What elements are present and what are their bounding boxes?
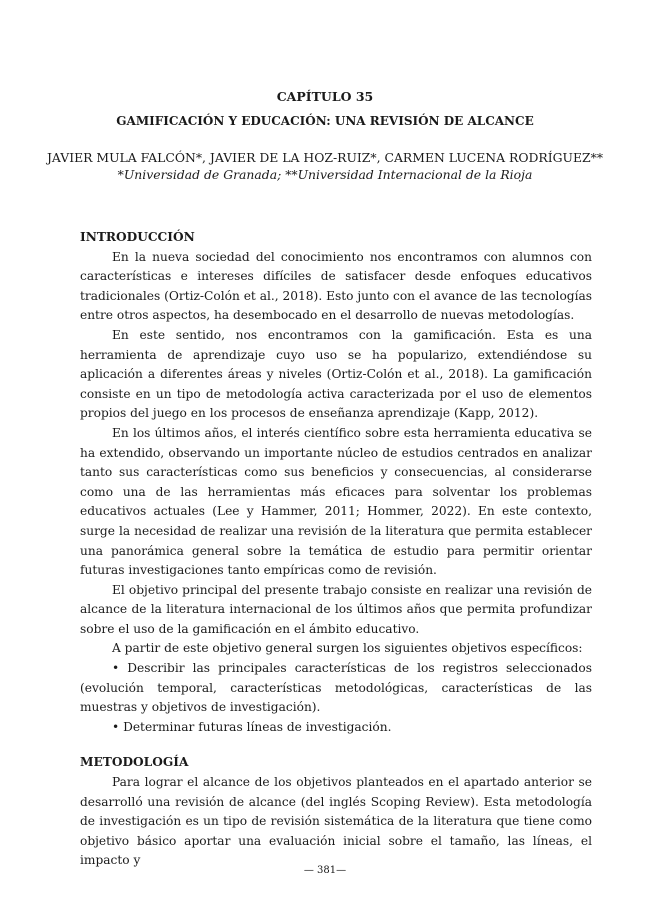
intro-paragraph: En los últimos años, el interés científico sobre esta herramienta educativa se ha extendido, observando un importante núcleo de estudios centrados en analizar tanto sus características como sus beneficios y consecuencias, al considerarse como una de las herramientas más eficaces para solventar los problemas educativos actuales (Lee y Hammer, 2011; Hommer, 2022). En este contexto, surge la necesidad de realizar una revisión de la literatura que permita establecer una panorámica general sobre la temática de estudio para permitir orientar futuras investigaciones tanto empíricas como de revisión. [80,425,592,578]
affiliations: *Universidad de Granada; **Universidad Internacional de la Rioja [117,167,533,182]
page-number: — 381— [303,865,347,876]
section-gap [80,737,592,753]
method-heading: METODOLOGÍA [80,755,189,770]
intro-paragraph: En este sentido, nos encontramos con la gamificación. Esta es una herramienta de aprendizaje cuyo uso se ha popularizo, extendiéndose su aplicación a diferentes áreas y niveles (Ortiz-Colón et al., 2018). La gamificación consiste en un tipo de metodología activa caracterizada por el uso de elementos propios del juego en los procesos de enseñanza aprendizaje (Kapp, 2012). [80,327,592,421]
author-list: JAVIER MULA FALCÓN*, JAVIER DE LA HOZ-RUIZ*, CARMEN LUCENA RODRÍGUEZ** [46,150,604,165]
objective-bullet: • Determinar futuras líneas de investigación. [112,719,392,734]
body-text [80,228,592,871]
chapter-title: GAMIFICACIÓN Y EDUCACIÓN: UNA REVISIÓN DE ALCANCE [116,114,534,128]
intro-paragraph: En la nueva sociedad del conocimiento nos encontramos con alumnos con características e intereses difíciles de satisfacer desde enfoques educativos tradicionales (Ortiz-Colón et al., 2018). Esto junto con el avance de las tecnologías entre otros aspectos, ha desembocado en el desarrollo de nuevas metodologías. [80,249,592,323]
chapter-label: CAPÍTULO 35 [276,89,374,104]
objective-bullet: • Describir las principales características de los registros seleccionados (evolución temporal, características metodológicas, características de las muestras y objetivos de investigación). [80,661,592,715]
method-paragraph: Para lograr el alcance de los objetivos planteados en el apartado anterior se desarrolló una revisión de alcance (del inglés Scoping Review). Esta metodología de investigación es un tipo de revisión sistemática de la literatura que tiene como objetivo básico aportar una evaluación inicial sobre el tamaño, las líneas, el impacto y [80,775,592,868]
intro-paragraph: El objetivo principal del presente trabajo consiste en realizar una revisión de alcance de la literatura internacional de los últimos años que permita profundizar sobre el uso de la gamificación en el ámbito educativo. [80,582,592,636]
intro-paragraph: A partir de este objetivo general surgen los siguientes objetivos específicos: [112,641,583,656]
intro-heading: INTRODUCCIÓN [80,230,195,244]
